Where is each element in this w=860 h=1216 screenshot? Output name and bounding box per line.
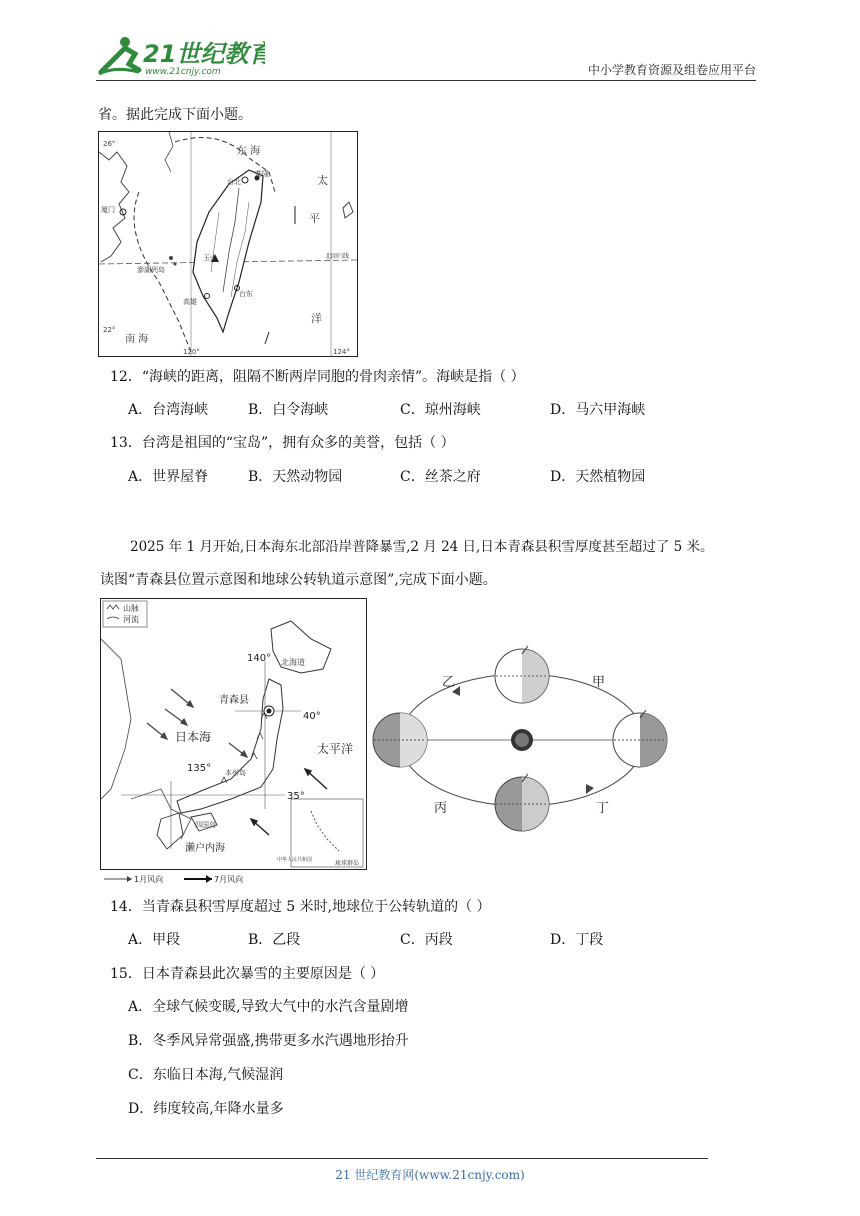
q13-stem: 13．台湾是祖国的“宝岛”，拥有众多的美誉，包括（ ） (110, 435, 455, 451)
pacific-label: 太平洋 (317, 742, 354, 756)
q14-option-d[interactable]: D．丁段 (550, 932, 604, 948)
lat22-label: 22° (103, 326, 116, 334)
q12-stem: 12．“海峡的距离，阻隔不断两岸同胞的骨肉亲情”。海峡是指（ ） (110, 369, 525, 385)
q15-option-b[interactable]: B．冬季风异常强盛,携带更多水汽遇地形抬升 (128, 1033, 409, 1049)
tropic-label: 北回归线 (325, 253, 350, 260)
orbit-segment-jia: 甲 (592, 675, 606, 690)
aomori-location-map (100, 598, 367, 870)
japan-sea-label: 日本海 (175, 730, 212, 744)
ocean-tai-label: 太 (317, 174, 328, 187)
q15-option-c[interactable]: C．东临日本海,气候湿润 (128, 1067, 284, 1083)
east-sea-label: 东 海 (237, 146, 261, 157)
ocean-yang-label: 洋 (311, 312, 322, 325)
lat40-label: 40° (303, 711, 321, 722)
footer-divider (96, 1158, 708, 1159)
south-sea-label: 南 海 (125, 334, 149, 345)
lat26-label: 26° (103, 140, 116, 148)
q13-option-d[interactable]: D．天然植物园 (550, 469, 646, 485)
penghu-label: 澎湖列岛 (137, 266, 165, 274)
sun-icon (511, 729, 533, 751)
ocean-ping-label: 平 (309, 212, 320, 225)
wind-legend (100, 871, 367, 885)
q15-option-d[interactable]: D．纬度较高,年降水量多 (128, 1101, 284, 1117)
ryukyu-label: 琉球群岛 (335, 860, 360, 867)
china-label: 中华人民共和国 (277, 857, 313, 863)
q14-option-c[interactable]: C．丙段 (400, 932, 453, 948)
orbit-segment-yi: 乙 (442, 675, 456, 690)
q15-option-a[interactable]: A．全球气候变暖,导致大气中的水汽含量剧增 (128, 999, 409, 1015)
q13-option-c[interactable]: C．丝茶之府 (400, 469, 481, 485)
jilong-label: 基隆 (255, 170, 269, 178)
honshu-label: 本州岛 (225, 769, 246, 777)
lon140-label: 140° (247, 653, 272, 664)
earth-orbit-diagram (372, 640, 672, 840)
legend-mountain: 山脉 (123, 604, 139, 613)
earth-right-icon (613, 710, 667, 767)
passage2-line2: 读图“青森县位置示意图和地球公转轨道示意图”,完成下面小题。 (100, 572, 497, 588)
wind-jan-label: 1月风向 (134, 875, 164, 884)
intro-tail: 省。据此完成下面小题。 (98, 107, 252, 123)
q12-option-d[interactable]: D．马六甲海峡 (550, 402, 646, 418)
q13-option-b[interactable]: B．天然动物园 (248, 469, 343, 485)
q12-option-c[interactable]: C．琼州海峡 (400, 402, 481, 418)
site-logo (95, 34, 265, 80)
earth-left-icon (373, 713, 427, 767)
legend-river: 河流 (123, 615, 139, 624)
header-divider (96, 80, 756, 81)
passage2-line1: 2025 年 1 月开始,日本海东北部沿岸普降暴雪,2 月 24 日,日本青森县积雪厚度甚至超过了 5 米。 (130, 539, 714, 555)
seto-label: 濑户内海 (185, 843, 225, 854)
lon120-label: 120° (183, 348, 200, 356)
hokkaido-label: 北海道 (281, 658, 305, 667)
taibei-label: 台北 (227, 178, 241, 186)
lat35-label: 35° (287, 791, 305, 802)
earth-bottom-icon (495, 774, 549, 831)
q15-stem: 15．日本青森县此次暴雪的主要原因是（ ） (110, 966, 385, 982)
aomori-label: 青森县 (219, 695, 249, 706)
q12-option-b[interactable]: B．白令海峡 (248, 402, 329, 418)
footer-link[interactable]: 21 世纪教育网(www.21cnjy.com) (335, 1168, 525, 1182)
q12-option-a[interactable]: A．台湾海峡 (128, 402, 209, 418)
orbit-segment-ding: 丁 (596, 801, 610, 816)
wind-jul-label: 7月风向 (214, 875, 244, 884)
logo-url: www.21cnjy.com (145, 67, 221, 77)
q14-option-a[interactable]: A．甲段 (128, 932, 181, 948)
runner-logo-icon (95, 34, 265, 80)
shikoku-label: 四国岛 (195, 821, 216, 829)
logo-text: 21世纪教育 (143, 40, 265, 68)
orbit-segment-bing: 丙 (434, 801, 448, 816)
yushan-label: 玉山 (203, 254, 217, 262)
earth-top-icon (495, 646, 549, 703)
lon124-label: 124° (333, 348, 350, 356)
platform-name: 中小学教育资源及组卷应用平台 (587, 63, 756, 77)
q14-stem: 14．当青森县积雪厚度超过 5 米时,地球位于公转轨道的（ ） (110, 899, 491, 915)
xiamen-label: 厦门 (101, 206, 115, 214)
q13-option-a[interactable]: A．世界屋脊 (128, 469, 209, 485)
gaoxiong-label: 高雄 (183, 298, 197, 306)
lon135-label: 135° (187, 763, 212, 774)
taidong-label: 台东 (239, 290, 253, 298)
taiwan-map (98, 131, 358, 357)
q14-option-b[interactable]: B．乙段 (248, 932, 301, 948)
